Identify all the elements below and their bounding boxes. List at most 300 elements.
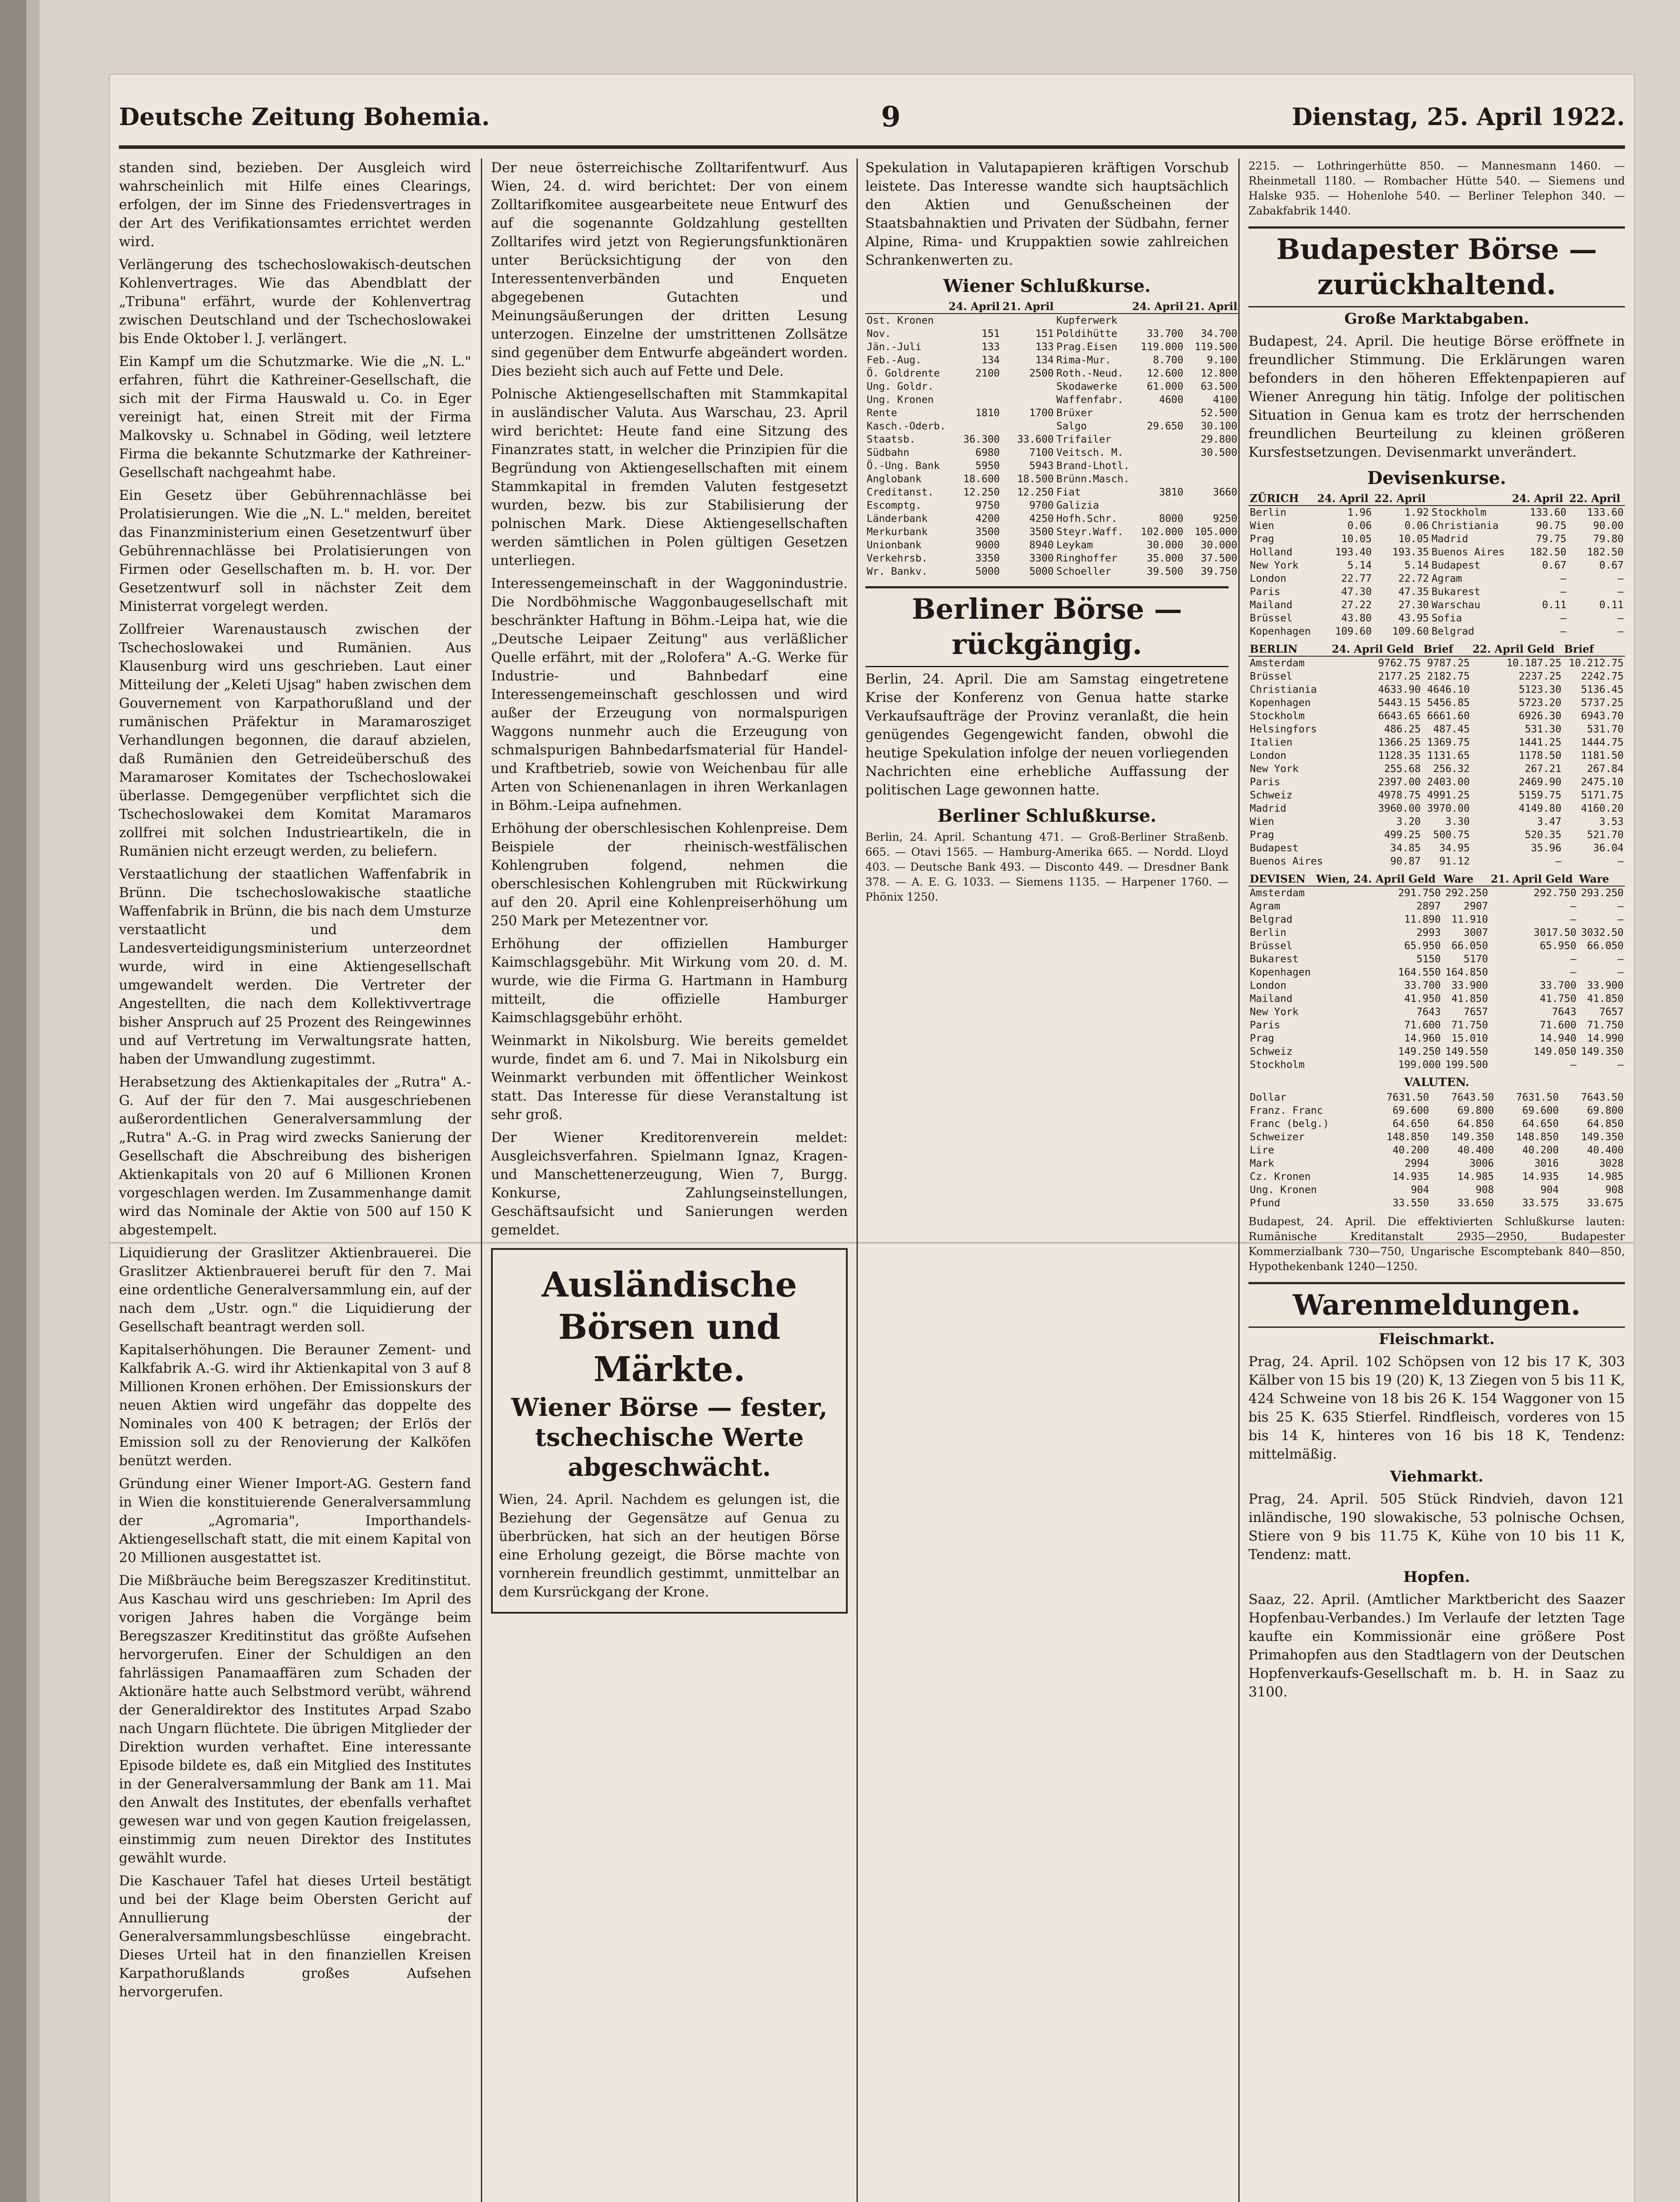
table-cell: 4200	[975, 513, 1000, 525]
article-paragraph: Ein Gesetz über Gebührennachlässe bei Prolatisierungen. Wie die „N. L." melden, bereitet das Finanzministerium einen Gesetzentwurf über Gebührennachlässe bei Prolatisierungen von Firmen oder Gesellschaften m. b. H. vor. Der Gesetzentwurf soll in nächster Zeit dem Ministerrat vorgelegt werden.	[119, 488, 471, 614]
table-row	[865, 340, 1239, 354]
table-cell	[1131, 459, 1185, 473]
table-cell: 2475.10	[1581, 776, 1624, 788]
table-cell: Galizia	[1056, 500, 1099, 511]
table-cell: 14.985	[1457, 1171, 1494, 1182]
table-cell: 12.800	[1200, 368, 1237, 379]
table-header-cell: 24. April	[1131, 300, 1185, 314]
table-row	[865, 565, 1239, 578]
table-cell: 22.72	[1398, 573, 1429, 584]
table-cell: 7643.50	[1581, 1092, 1624, 1103]
table-cell: 7631.50	[1386, 1092, 1429, 1103]
table-cell: 486.25	[1384, 724, 1421, 735]
table-cell: Bukarest	[1250, 953, 1299, 965]
table-cell: 29.800	[1200, 434, 1237, 445]
page-fold-line	[110, 1242, 1634, 1244]
table-cell: 908	[1605, 1184, 1624, 1196]
table-cell: 164.850	[1445, 967, 1488, 978]
table-cell: 41.850	[1451, 993, 1488, 1005]
table-cell: 3960.00	[1378, 803, 1421, 814]
table-cell: Belgrad	[1250, 914, 1292, 925]
table-cell: 1181.50	[1581, 750, 1624, 761]
table-cell	[1131, 446, 1185, 459]
table-cell: 90.00	[1593, 520, 1624, 532]
table-cell: 52.500	[1200, 407, 1237, 419]
table-row	[865, 314, 1239, 327]
table-cell: 4978.75	[1378, 790, 1421, 801]
table-cell: —	[1617, 901, 1624, 912]
article-paragraph: Der Wiener Kreditorenverein meldet: Ausgleichsverfahren. Spielmann Ignaz, Kragen- und Manschettenerzeugung, Wien 7, Burgg. Konkurse, Zahlungseinstellungen, Geschäftsaufsicht und Sanierungen werden gemeldet.	[491, 1130, 848, 1238]
table-cell: Steyr.Waff.	[1056, 526, 1124, 538]
table-row	[865, 473, 1239, 486]
table-cell: Christiania	[1250, 684, 1317, 695]
table-cell: 119.500	[1194, 341, 1237, 353]
table-cell: 18.500	[1017, 473, 1054, 485]
section-subtitle: Viehmarkt.	[1390, 1468, 1484, 1485]
table-cell: Kasch.-Oderb.	[867, 421, 946, 432]
table-row	[1248, 506, 1625, 519]
table-cell: —	[1570, 1059, 1577, 1071]
table-row	[1248, 546, 1625, 559]
table-cell: 904	[1410, 1184, 1429, 1196]
table-cell: New York	[1250, 763, 1299, 775]
table-cell	[1185, 314, 1238, 327]
table-cell: 27.22	[1341, 599, 1372, 611]
table-row	[865, 552, 1239, 565]
table-header-cell: DEVISEN	[1248, 872, 1315, 886]
table-cell: 119.000	[1141, 341, 1184, 353]
table-cell: 12.600	[1147, 368, 1184, 379]
table-cell: 134	[1035, 355, 1054, 366]
article-paragraph: Interessengemeinschaft in der Waggonindustrie. Die Nordböhmische Waggonbaugesellschaft mit beschränkter Haftung in Böhm.-Leipa hat, wie die „Deutsche Leipaer Zeitung" aus verläßlicher Quelle erfährt, mit der „Rolofera" A.-G. Werke für Industrie- und Bahnbedarf eine Interessengemeinschaft geschlossen und wird außer der Erzeugung von normalspurigen Waggons nunmehr auch die Erzeugung von schmalspurigen Bahnbedarfsmaterial für Handel- und Kraftbetrieb, sowie von Weichenbau für alle Arten von Schienenanlagen in ihren Werkanlagen in Böhm.-Leipa aufnehmen.	[491, 576, 848, 813]
table-cell: 293.250	[1581, 887, 1624, 899]
table-cell: 0.67	[1599, 560, 1624, 571]
table-cell: 2994	[1404, 1158, 1429, 1169]
table-cell: 69.600	[1392, 1105, 1429, 1116]
article-paragraph: Ein Kampf um die Schutzmarke. Wie die „N. L." erfahren, führt die Kathreiner-Gesellschaft, die sich mit der Firma Hauswald u. Co. in Eger vereinigt hat, einen Streit mit der Firma Malkovsky u. Schnabel in Göding, weil letztere Firma die bekannte Schutzmarke der Kathreiner-Gesellschaft nachgeahmt habe.	[119, 354, 471, 480]
table-cell: 9.100	[1207, 355, 1237, 366]
table-cell: 5171.75	[1581, 790, 1624, 801]
table-cell	[1131, 406, 1185, 420]
table-cell: 1131.65	[1427, 750, 1470, 761]
table-cell: 3300	[1029, 553, 1054, 564]
table-cell: 47.30	[1341, 586, 1372, 598]
table-cell: 36.04	[1593, 842, 1624, 854]
table-row	[1248, 966, 1625, 979]
table-cell: 4160.20	[1581, 803, 1624, 814]
table-cell: Poldihütte	[1056, 328, 1118, 340]
table-row	[1248, 926, 1625, 939]
table-cell: 15.010	[1451, 1033, 1488, 1044]
table-cell: London	[1250, 980, 1287, 991]
table-cell: 63.500	[1200, 381, 1237, 392]
column-rule	[857, 159, 858, 2202]
wiener-schlusskurse-table	[865, 300, 1239, 578]
table-cell: 6980	[975, 447, 1000, 458]
table-cell: 149.350	[1581, 1046, 1624, 1057]
table-cell: 14.985	[1587, 1171, 1624, 1182]
table-cell: Leykam	[1056, 539, 1093, 551]
table-cell: 33.575	[1522, 1197, 1559, 1209]
table-cell: 0.06	[1347, 520, 1372, 532]
header-rule	[119, 145, 1625, 149]
table-cell: 34.95	[1439, 842, 1470, 854]
table-cell: 33.700	[1540, 980, 1577, 991]
table-cell: 148.850	[1386, 1131, 1429, 1143]
table-cell: 0.06	[1404, 520, 1429, 532]
table-row	[1248, 762, 1625, 776]
table-cell: 27.30	[1398, 599, 1429, 611]
table-cell: 531.70	[1587, 724, 1624, 735]
table-cell: 151	[981, 328, 1000, 340]
table-cell: —	[1570, 953, 1577, 965]
table-cell: 5456.85	[1427, 697, 1470, 709]
table-row	[1248, 1091, 1625, 1104]
table-cell: 133	[981, 341, 1000, 353]
table-cell: 33.700	[1404, 980, 1441, 991]
table-header-cell: Brief	[1422, 643, 1471, 656]
table-cell: Amsterdam	[1250, 887, 1305, 899]
table-cell: Verkehrsb.	[867, 553, 928, 564]
table-row	[865, 393, 1239, 406]
table-cell: Salgo	[1056, 421, 1087, 432]
table-cell: —	[1570, 901, 1577, 912]
section-title: Ausländische Börsen und Märkte.	[542, 1265, 797, 1389]
table-cell: Buenos Aires	[1431, 547, 1505, 558]
table-row	[865, 433, 1239, 446]
table-cell: —	[1560, 613, 1567, 624]
table-cell: 2182.75	[1427, 671, 1470, 682]
table-subtitle: VALUTEN.	[1404, 1076, 1470, 1089]
table-cell: 133.60	[1587, 507, 1624, 518]
table-cell: 0.11	[1599, 599, 1624, 611]
table-cell: Wien	[1250, 520, 1274, 532]
table-cell: 41.850	[1587, 993, 1624, 1005]
table-cell: 3810	[1159, 487, 1184, 498]
table-cell: 1369.75	[1427, 737, 1470, 748]
table-cell: 2907	[1463, 901, 1488, 912]
table-cell: 2993	[1416, 927, 1441, 938]
valuten-table	[1248, 1091, 1625, 1210]
table-row	[1248, 612, 1625, 625]
zurich-rates-table	[1248, 492, 1625, 638]
table-cell: 41.950	[1404, 993, 1441, 1005]
table-cell: 292.250	[1445, 887, 1488, 899]
table-cell: 6661.60	[1427, 710, 1470, 722]
table-cell: 2237.25	[1518, 671, 1562, 682]
table-row	[1248, 842, 1625, 855]
table-cell: Paris	[1250, 586, 1281, 598]
table-row	[1248, 1104, 1625, 1117]
table-cell: —	[1560, 573, 1567, 584]
table-cell: 1441.25	[1518, 737, 1562, 748]
table-cell: 69.800	[1587, 1105, 1624, 1116]
table-cell: 3660	[1213, 487, 1237, 498]
table-cell: 2100	[975, 368, 1000, 379]
table-cell: 79.75	[1536, 533, 1567, 545]
table-cell: 9000	[975, 539, 1000, 551]
table-cell: —	[1617, 573, 1624, 584]
table-cell: Schweiz	[1250, 790, 1292, 801]
article-paragraph: Polnische Aktiengesellschaften mit Stammkapital in ausländischer Valuta. Aus Warschau, 23. April wird berichtet: Heute fand eine Sitzung des Finanzrates statt, in welcher die Prinzipien für die Begründung von Aktiengesellschaften mit einem Stammkapital in fremden Valuten festgesetzt wurden, bezw. bis zur Stabilisierung der polnischen Mark. Diese Aktiengesellschaften werden sämtlichen in Polen gültigen Gesetzen unterliegen.	[491, 386, 848, 569]
table-cell: 499.25	[1384, 829, 1421, 841]
table-header-cell: BERLIN	[1248, 643, 1330, 656]
table-cell: 5950	[975, 460, 1000, 472]
table-header-cell: 22. April	[1568, 492, 1625, 506]
table-cell: 521.70	[1587, 829, 1624, 841]
section-title: Budapester Börse — zurückhaltend.	[1248, 226, 1625, 307]
table-cell: 30.100	[1200, 421, 1237, 432]
article-paragraph: Liquidierung der Graslitzer Aktienbrauerei. Die Graslitzer Aktienbrauerei beruft für den 7. Mai eine ordentliche Generalversammlung ein, auf der nach dem „Ustr. ogn." die Liquidierung der Gesellschaft beantragt werden soll.	[119, 1245, 471, 1335]
table-header-cell	[1055, 300, 1131, 314]
table-cell: 22.77	[1341, 573, 1372, 584]
article-paragraph: standen sind, bezieben. Der Ausgleich wird wahrscheinlich mit Hilfe eines Clearings, erfolgen, der im Sinne des Friedensvertrages in der Art des Verifikationsamtes errichtet werden wird.	[119, 160, 471, 250]
table-cell: 199.000	[1398, 1059, 1441, 1071]
table-cell: Ö.-Ung. Bank	[867, 460, 940, 472]
table-row	[865, 446, 1239, 459]
table-cell: 2469.90	[1518, 776, 1562, 788]
issue-date: Dienstag, 25. April 1922.	[1292, 103, 1625, 131]
article-paragraph: Budapest, 24. April. Die effektivierten Schlußkurse lauten: Rumänische Kreditanstalt 2935—2950, Budapester Kommerzialbank 730—750, Ungarische Escomptebank 840—850, Hypothekenbank 1240—1250.	[1248, 1215, 1625, 1273]
table-header-cell	[1430, 492, 1511, 506]
table-cell: Buenos Aires	[1250, 856, 1323, 867]
table-cell: Nov.	[867, 328, 891, 340]
table-row	[1248, 828, 1625, 842]
table-cell: Amsterdam	[1250, 658, 1305, 669]
table-cell: 43.95	[1398, 613, 1429, 624]
table-cell: 29.650	[1147, 421, 1184, 432]
table-row	[1248, 683, 1625, 696]
table-cell	[947, 314, 1001, 327]
table-cell: —	[1617, 856, 1624, 867]
table-cell: Anglobank	[867, 473, 922, 485]
table-cell: 3350	[975, 553, 1000, 564]
article-paragraph: Weinmarkt in Nikolsburg. Wie bereits gemeldet wurde, findet am 6. und 7. Mai in Nikolsburg ein Weinmarkt verbunden mit öffentlicher Weinkost statt. Das Interesse für diese Veranstaltung ist sehr groß.	[491, 1033, 848, 1123]
table-cell: 133	[1035, 341, 1054, 353]
table-cell: Kopenhagen	[1250, 626, 1311, 637]
table-cell: Sofia	[1431, 613, 1462, 624]
table-row	[1248, 1131, 1625, 1144]
table-row	[865, 539, 1239, 552]
table-cell: Staatsb.	[867, 434, 916, 445]
table-row	[1248, 670, 1625, 683]
article-paragraph: 2215. — Lothringerhütte 850. — Mannesmann 1460. — Rheinmetall 1180. — Rombacher Hütte 540. — Siemens und Halske 935. — Hohenlohe 540. — Berliner Telephon 340. — Zabakfabrik 1440.	[1248, 159, 1625, 217]
table-cell: 149.250	[1398, 1046, 1441, 1057]
table-cell: 134	[981, 355, 1000, 366]
table-cell: 69.800	[1457, 1105, 1494, 1116]
table-cell: 149.350	[1581, 1131, 1624, 1143]
table-cell	[1131, 314, 1185, 327]
table-cell: Brüssel	[1250, 671, 1292, 682]
table-cell	[1001, 393, 1055, 406]
table-cell	[1131, 433, 1185, 446]
table-cell: 908	[1475, 1184, 1494, 1196]
table-cell: Brüssel	[1250, 940, 1292, 952]
article-paragraph: Gründung einer Wiener Import-AG. Gestern fand in Wien die konstituierende Generalversammlung der „Agromaria", Importhandels-Aktiengesellschaft statt, die mit einem Kapital von 20 Millionen ausgestattet ist.	[119, 1476, 471, 1566]
table-cell: Lire	[1250, 1145, 1274, 1156]
table-cell: 40.200	[1392, 1145, 1429, 1156]
page-number: 9	[881, 100, 901, 133]
table-row	[1248, 1045, 1625, 1058]
table-cell: 6926.30	[1518, 710, 1562, 722]
table-cell: Rente	[867, 407, 897, 419]
article-paragraph: Der neue österreichische Zolltarifentwurf. Aus Wien, 24. d. wird berichtet: Der von einem Zolltarifkomitee ausgearbeitete neue Entwurf des auf die sogenannte Goldzahlung gestellten Zolltarifes wird jetzt von Regierungsfunktionären unter Berücksichtigung der von den Interessentenverbänden und Enqueten abgegebenen Gutachten und Meinungsäußerungen der dritten Lesung unterzogen. Einzelne der umstrittenen Zollsätze sind gegenüber dem Entwurfe abgeändert worden. Dies bezieht sich auch auf Fette und Dele.	[491, 160, 848, 379]
table-row	[1248, 585, 1625, 599]
table-header-cell: 21. April	[1001, 300, 1055, 314]
table-cell: Ung. Kronen	[1250, 1184, 1317, 1196]
table-cell: London	[1250, 573, 1287, 584]
table-cell: Agram	[1431, 573, 1462, 584]
table-cell: Waffenfabr.	[1056, 394, 1124, 406]
article-paragraph: Die Mißbräuche beim Beregszaszer Kreditinstitut. Aus Kaschau wird uns geschrieben: Im April des vorigen Jahres haben die Vorgänge beim Beregszaszer Kreditinstitut das größte Aufsehen hervorgerufen. Einer der Schuldigen an den fahrlässigen Panamaaffären zum Schaden der Aktionäre hatte auch Selbstmord verübt, während der Generaldirektor des Institutes Arpad Szabo nach Ungarn flüchtete. Die übrigen Mitglieder der Direktion wurden verhaftet. Eine interessante Episode bildete es, daß ein Mitglied des Institutes in der Generalversammlung der Bank am 11. Mai den Anwalt des Institutes, der ebenfalls verhaftet gewesen war und von gegen Kaution freigelassen, einstimmig zum neuen Direktor des Institutes gewählt wurde.	[119, 1573, 471, 1866]
table-cell: 520.35	[1525, 829, 1562, 841]
table-cell: —	[1555, 856, 1562, 867]
table-row	[1248, 736, 1625, 749]
table-cell: 90.75	[1536, 520, 1567, 532]
table-cell: 5723.20	[1518, 697, 1562, 709]
table-row	[865, 367, 1239, 380]
table-cell: 37.500	[1200, 553, 1237, 564]
table-row	[1248, 802, 1625, 815]
table-cell: 7657	[1463, 1006, 1488, 1018]
table-cell: 2403.00	[1427, 776, 1470, 788]
table-cell: 133.60	[1530, 507, 1567, 518]
table-cell: Kupferwerk	[1056, 315, 1118, 326]
table-cell: 1810	[975, 407, 1000, 419]
table-cell: Madrid	[1250, 803, 1287, 814]
table-cell: 10.212.75	[1569, 658, 1624, 669]
table-row	[865, 380, 1239, 393]
table-cell: 3970.00	[1427, 803, 1470, 814]
table-cell: 30.500	[1200, 447, 1237, 458]
table-cell: 2177.25	[1378, 671, 1421, 682]
table-cell: 3.53	[1599, 816, 1624, 828]
table-cell: 33.600	[1017, 434, 1054, 445]
table-cell: 90.87	[1390, 856, 1421, 867]
article-paragraph: Spekulation in Valutapapieren kräftigen Vorschub leistete. Das Interesse wandte sich hauptsächlich den Aktien und Genußscheinen der Staatsbahnaktien und Privaten der Südbahn, ferner Alpine, Rima- und Kruppaktien sowie zahlreichen Schrankenwerten zu.	[865, 160, 1229, 268]
table-row	[1248, 519, 1625, 532]
table-cell: Helsingfors	[1250, 724, 1317, 735]
table-cell: 5123.30	[1518, 684, 1562, 695]
article-paragraph: Verlängerung des tschechoslowakisch-deutschen Kohlenvertrages. Wie das Abendblatt der „Tribuna" erfährt, wurde der Kohlenvertrag zwischen Deutschland und der Tschechoslowakei bis Ende Oktober l. J. verlängert.	[119, 257, 471, 347]
table-cell: 149.050	[1533, 1046, 1577, 1057]
table-cell: Agram	[1250, 901, 1281, 912]
table-cell: Christiania	[1431, 520, 1499, 532]
table-cell: Trifailer	[1056, 434, 1111, 445]
article-paragraph: Berlin, 24. April. Die am Samstag eingetretene Krise der Konferenz von Genua hatte starke Verkaufsaufträge der Provinz veranlaßt, die hein genügendes Gegengewicht fanden, obwohl die heutige Spekulation infolge der neuen vorliegenden Nachrichten eine erhebliche Auffassung der politischen Lage gewonnen hatte.	[865, 671, 1229, 798]
article-paragraph: Prag, 24. April. 102 Schöpsen von 12 bis 17 K, 303 Kälber von 15 bis 19 (20) K, 13 Ziegen von 5 bis 11 K, 424 Schweine von 18 bis 26 K. 154 Waggoner von 15 bis 25 K. 635 Stierfel. Rindfleisch, vorderes von 15 bis 14 K, hinteres von 16 bis 18 K, Tendenz: mittelmäßig.	[1248, 1354, 1625, 1462]
paper-name: Deutsche Zeitung Bohemia.	[119, 103, 490, 131]
table-row	[1248, 953, 1625, 966]
table-cell: 292.750	[1533, 887, 1577, 899]
table-cell: 149.550	[1445, 1046, 1488, 1057]
table-cell: 33.550	[1392, 1197, 1429, 1209]
table-header-cell: Wien, 24. April Geld	[1315, 872, 1442, 886]
table-cell: 11.910	[1451, 914, 1488, 925]
article-paragraph: Erhöhung der offiziellen Hamburger Kaimschlagsgebühr. Mit Wirkung vom 20. d. M. wurde, wie die Firma G. Hartmann in Hamburg mitteilt, die offizielle Hamburger Kaimschlagsgebühr erhöht.	[491, 936, 848, 1026]
table-cell: Wr. Bankv.	[867, 566, 928, 577]
table-cell: Brünn.Masch.	[1056, 473, 1130, 485]
table-row	[1248, 1157, 1625, 1170]
table-cell	[1185, 499, 1238, 512]
table-row	[1248, 1117, 1625, 1131]
table-cell: 5737.25	[1581, 697, 1624, 709]
table-cell: 1700	[1029, 407, 1054, 419]
table-cell: 41.750	[1540, 993, 1577, 1005]
table-cell: 4100	[1213, 394, 1237, 406]
table-cell: 500.75	[1433, 829, 1470, 841]
table-cell: —	[1617, 626, 1624, 637]
table-header-cell: 24. April Geld	[1330, 643, 1422, 656]
page-header	[119, 92, 1625, 141]
table-cell: Mark	[1250, 1158, 1274, 1169]
table-cell: Budapest	[1250, 842, 1299, 854]
table-cell: Belgrad	[1431, 626, 1474, 637]
table-cell: 65.950	[1540, 940, 1577, 952]
table-row	[1248, 979, 1625, 992]
table-cell: 267.21	[1525, 763, 1562, 775]
table-cell: 3032.50	[1581, 927, 1624, 938]
section-subtitle: Hopfen.	[1403, 1568, 1470, 1586]
table-cell: 3500	[975, 526, 1000, 538]
table-cell	[1001, 420, 1055, 433]
table-cell: Creditanst.	[867, 487, 934, 498]
table-cell: Pfund	[1250, 1197, 1281, 1209]
table-cell: 291.750	[1398, 887, 1441, 899]
table-cell	[947, 393, 1001, 406]
table-cell	[1185, 459, 1238, 473]
table-cell: 3.30	[1445, 816, 1470, 828]
table-cell: 1128.35	[1378, 750, 1421, 761]
table-cell: 33.900	[1451, 980, 1488, 991]
table-row	[1248, 1019, 1625, 1032]
table-cell: 9762.75	[1378, 658, 1421, 669]
table-cell	[1131, 499, 1185, 512]
table-cell: Paris	[1250, 1020, 1281, 1031]
table-row	[865, 406, 1239, 420]
table-cell: 199.500	[1445, 1059, 1488, 1071]
table-cell: Berlin	[1250, 507, 1287, 518]
wien-devisen-table	[1248, 872, 1625, 1071]
table-cell: 3017.50	[1533, 927, 1577, 938]
table-cell: 5443.15	[1378, 697, 1421, 709]
table-cell: 487.45	[1433, 724, 1470, 735]
table-cell: New York	[1250, 560, 1299, 571]
article-paragraph: Erhöhung der oberschlesischen Kohlenpreise. Dem Beispiele der rheinisch-westfälischen Kohlengruben folgend, nehmen die oberschlesischen Kohlengruben mit Rückwirkung auf den 20. April eine Kohlenpreiserhöhung um 250 Mark per Metezentner vor.	[491, 820, 848, 929]
table-cell: Roth.-Neud.	[1056, 368, 1124, 379]
table-cell: 40.400	[1587, 1145, 1624, 1156]
table-cell: 531.30	[1525, 724, 1562, 735]
section-title: Berliner Börse — rückgängig.	[865, 586, 1229, 667]
article-paragraph: Herabsetzung des Aktienkapitales der „Rutra" A.-G. Auf der für den 7. Mai ausgeschriebenen außerordentlichen Generalversammlung der „Rutra" A.-G. in Prag wird zwecks Sanierung der Gesellschaft die Abschreibung des bisherigen Aktienkapitals von 20 auf 6 Millionen Kronen vorgeschlagen werden. Im Zusammenhange damit wird das Nominale der Aktie von 500 auf 150 K abgestempelt.	[119, 1074, 471, 1238]
table-cell: 2397.00	[1378, 776, 1421, 788]
table-cell: 66.050	[1451, 940, 1488, 952]
table-cell: Veitsch. M.	[1056, 447, 1124, 458]
table-cell: 3006	[1470, 1158, 1494, 1169]
section-subtitle: Große Marktabgaben.	[1344, 310, 1529, 328]
table-cell: 3500	[1029, 526, 1054, 538]
table-cell: 14.940	[1540, 1033, 1577, 1044]
table-header-cell: Ware	[1442, 872, 1489, 886]
table-cell: Stockholm	[1250, 710, 1305, 722]
table-cell: 2500	[1029, 368, 1054, 379]
table-row	[1248, 696, 1625, 709]
table-cell: Unionbank	[867, 539, 922, 551]
table-cell: Prag	[1250, 1033, 1274, 1044]
table-cell: 105.000	[1194, 526, 1237, 538]
table-cell: 69.600	[1522, 1105, 1559, 1116]
table-cell: 30.000	[1200, 539, 1237, 551]
